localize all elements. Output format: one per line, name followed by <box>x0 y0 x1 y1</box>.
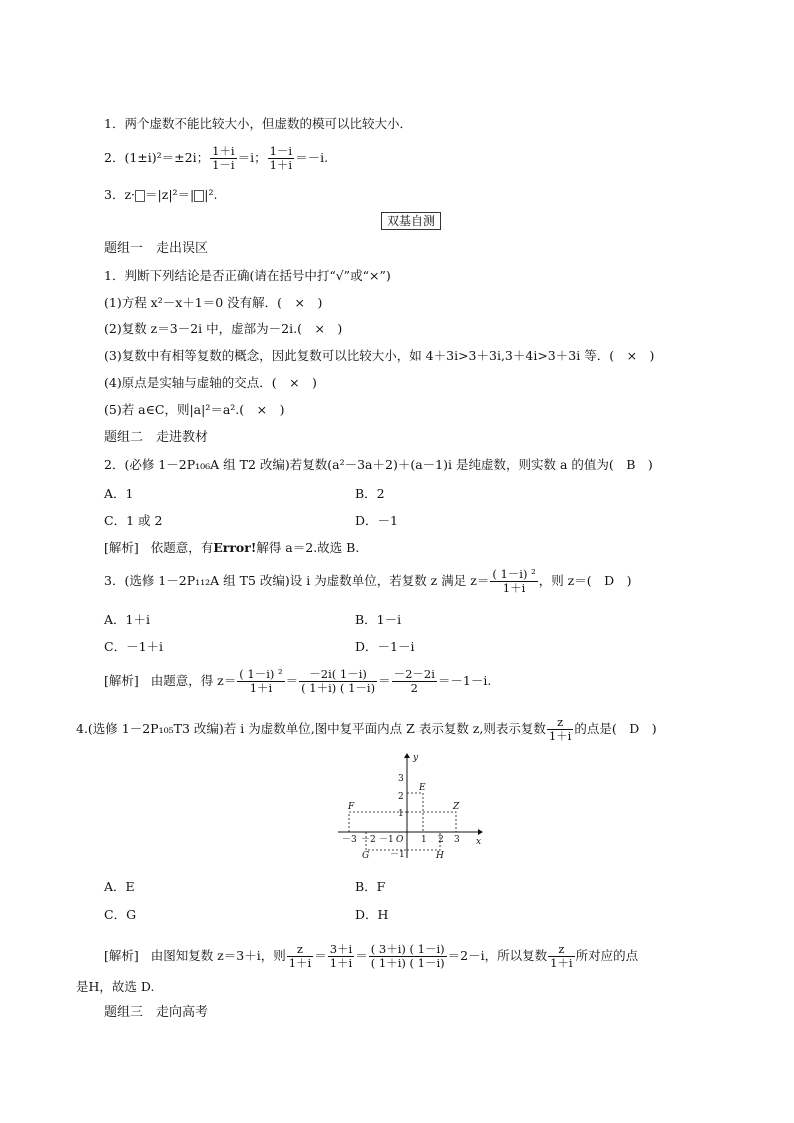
q1-stem: 1．判断下列结论是否正确(请在括号中打“√”或“×”) <box>104 268 391 283</box>
fraction-denominator: 1＋i <box>329 956 353 970</box>
q2-option-c: C．1 或 2 <box>104 513 163 528</box>
q2-option-d: D．－1 <box>355 513 398 528</box>
fraction <box>490 568 537 595</box>
fraction <box>287 943 314 970</box>
q1-item-1: (1)方程 x²－x＋1＝0 没有解．( × ) <box>104 295 323 310</box>
summary-3-a: 3．z· <box>104 187 136 202</box>
analysis-text: 所对应的点 <box>575 948 639 963</box>
y-tick-label: 1 <box>398 809 404 819</box>
point-g-label: G <box>362 851 370 861</box>
fraction-numerator: z <box>287 943 314 957</box>
x-tick-label: －1 <box>379 835 394 845</box>
q2-stem: 2．(必修 1－2P₁₀₆A 组 T2 改编)若复数(a²－3a＋2)＋(a－1)i 是纯虚数，则实数 a 的值为( B ) <box>104 457 653 472</box>
analysis-text: 解得 a＝2.故选 B. <box>256 540 360 555</box>
origin-label: O <box>396 835 404 845</box>
fraction-numerator: 1＋i <box>212 144 235 158</box>
summary-3-b: ＝|z|²＝| <box>145 187 195 202</box>
fraction-denominator: 1＋i <box>269 158 293 172</box>
fraction-numerator: ( 1－i) ² <box>492 567 536 581</box>
fraction-denominator: 1＋i <box>249 681 273 695</box>
q4-option-c: C．G <box>104 907 137 922</box>
x-tick-label: 2 <box>438 835 444 845</box>
summary-line-3 <box>104 187 217 203</box>
q2-option-a: A．1 <box>104 486 134 501</box>
q2-option-b: B．2 <box>355 486 385 501</box>
q4-option-b: B．F <box>355 879 386 894</box>
q4-analysis: [解析] 由图知复数 z＝3＋i，则 $\frac{z}{1+i}$ ＝ $\frac{3+i}{1+i}$ ＝ $\frac{( 3+i) ( 1-i)}{( 1+i) ( 1-i)}$ ＝2－i，所以复数 $\frac{z}{1+i}$ 所对应的点 <box>104 942 639 970</box>
fraction <box>237 668 284 695</box>
fraction-denominator: 1－i <box>212 158 235 172</box>
summary-2-prefix: 2．(1±i)²＝±2i； <box>104 150 210 165</box>
point-e-guide <box>407 793 423 832</box>
analysis-tag: [解析] <box>104 948 139 963</box>
fraction-denominator: ( 1＋i) ( 1－i) <box>301 681 376 695</box>
x-tick-label: 3 <box>454 835 460 845</box>
y-tick-label: －1 <box>390 850 405 860</box>
point-e-label: E <box>419 783 426 793</box>
summary-2-mid: ＝i； <box>237 150 267 165</box>
summary-2-end: ＝－i. <box>295 150 329 165</box>
x-tick-label: －2 <box>361 835 376 845</box>
x-tick-label: 1 <box>421 835 427 845</box>
q1-item-4: (4)原点是实轴与虚轴的交点．( × ) <box>104 375 317 390</box>
error-text: Error! <box>213 540 257 555</box>
analysis-text: ＝2－i，所以复数 <box>447 948 548 963</box>
q1-item-3: (3)复数中有相等复数的概念，因此复数可以比较大小，如 4＋3i>3＋3i,3＋4i>3＋3i 等．( × ) <box>104 348 655 363</box>
fraction-numerator: z <box>548 943 575 957</box>
q4-option-a: A．E <box>104 879 135 894</box>
q3-stem-b: ，则 z＝( D ) <box>538 573 632 588</box>
fraction-numerator: －2－2i <box>393 667 435 681</box>
missing-glyph-icon <box>135 190 145 202</box>
fraction-denominator: 1＋i <box>550 956 573 970</box>
fraction-denominator: 1＋i <box>502 581 526 595</box>
fraction-numerator: 1－i <box>269 144 293 158</box>
q1-item-5: (5)若 a∈C，则|a|²＝a².( × ) <box>104 402 285 417</box>
fraction <box>369 943 447 970</box>
point-f-label: F <box>348 802 355 812</box>
q3-stem-a: 3．(选修 1－2P₁₁₂A 组 T5 改编)设 i 为虚数单位，若复数 z 满足 z＝ <box>104 573 490 588</box>
q2-analysis <box>104 540 359 556</box>
q4-option-d: D．H <box>355 907 389 922</box>
fraction-numerator: ( 3＋i) ( 1－i) <box>370 942 445 956</box>
analysis-tag: [解析] <box>104 673 139 688</box>
y-tick-label: 3 <box>398 774 404 784</box>
fraction-numerator: ( 1－i) ² <box>239 667 283 681</box>
fraction <box>392 668 437 695</box>
point-z-guide <box>407 812 456 832</box>
x-tick-label: －3 <box>342 835 357 845</box>
analysis-text: 依题意，有 <box>150 540 214 555</box>
fraction-numerator: z <box>547 716 574 730</box>
fraction-numerator: 3＋i <box>329 942 353 956</box>
group3-title: 题组三 走向高考 <box>104 1005 209 1020</box>
fraction <box>268 145 295 172</box>
fraction <box>547 716 574 743</box>
summary-3-c: |². <box>204 187 218 202</box>
point-h-label: H <box>436 851 444 861</box>
group1-title: 题组一 走出误区 <box>104 241 209 256</box>
summary-line-1: 1．两个虚数不能比较大小，但虚数的模可以比较大小． <box>104 116 412 131</box>
y-axis-arrow-icon <box>404 753 410 758</box>
fraction-denominator: 1＋i <box>288 956 312 970</box>
fraction <box>328 943 355 970</box>
point-z-label: Z <box>453 802 460 812</box>
fraction-denominator: ( 1＋i) ( 1－i) <box>370 956 445 970</box>
fraction <box>299 668 377 695</box>
y-axis-label: y <box>413 753 419 763</box>
missing-glyph-icon <box>194 190 204 202</box>
x-axis-label: x <box>476 837 482 847</box>
analysis-tag: [解析] <box>104 540 139 555</box>
section-box-title: 双基自测 <box>381 212 441 230</box>
q3-option-b: B．1－i <box>355 612 402 627</box>
analysis-text: 由题意，得 z＝ <box>150 673 237 688</box>
x-axis-arrow-icon <box>478 829 483 835</box>
group2-title: 题组二 走进教材 <box>104 430 209 445</box>
analysis-text: ＝－1－i. <box>437 673 492 688</box>
q4-stem-b: 的点是( D ) <box>574 721 657 736</box>
q1-item-2: (2)复数 z＝3－2i 中，虚部为－2i.( × ) <box>104 321 343 336</box>
q3-stem <box>104 568 632 595</box>
fraction <box>210 145 237 172</box>
analysis-text: 由图知复数 z＝3＋i，则 <box>150 948 286 963</box>
y-tick-label: 2 <box>398 792 404 802</box>
q4-stem <box>76 716 657 743</box>
q4-analysis-cont: 是H，故选 D. <box>76 979 155 994</box>
summary-line-2 <box>104 145 328 172</box>
q3-option-d: D．－1－i <box>355 639 415 654</box>
complex-plane-figure <box>330 750 490 862</box>
q3-option-a: A．1＋i <box>104 612 150 627</box>
fraction <box>548 943 575 970</box>
q4-stem-a: 4.(选修 1－2P₁₀₅T3 改编)若 i 为虚数单位,图中复平面内点 Z 表示复数 z,则表示复数 <box>76 721 546 736</box>
q3-analysis: [解析] 由题意，得 z＝ $\frac{\text{( 1－i) ²}}{1+i}$ ＝ $\frac{-2i( 1-i)}{( 1+i) ( 1-i)}$ ＝ $\frac{-2-2i}{2}$ ＝－1－i. <box>104 667 492 695</box>
q3-option-c: C．－1＋i <box>104 639 164 654</box>
fraction-numerator: －2i( 1－i) <box>299 668 377 682</box>
fraction-denominator: 1＋i <box>548 729 572 743</box>
fraction-denominator: 2 <box>410 681 418 695</box>
